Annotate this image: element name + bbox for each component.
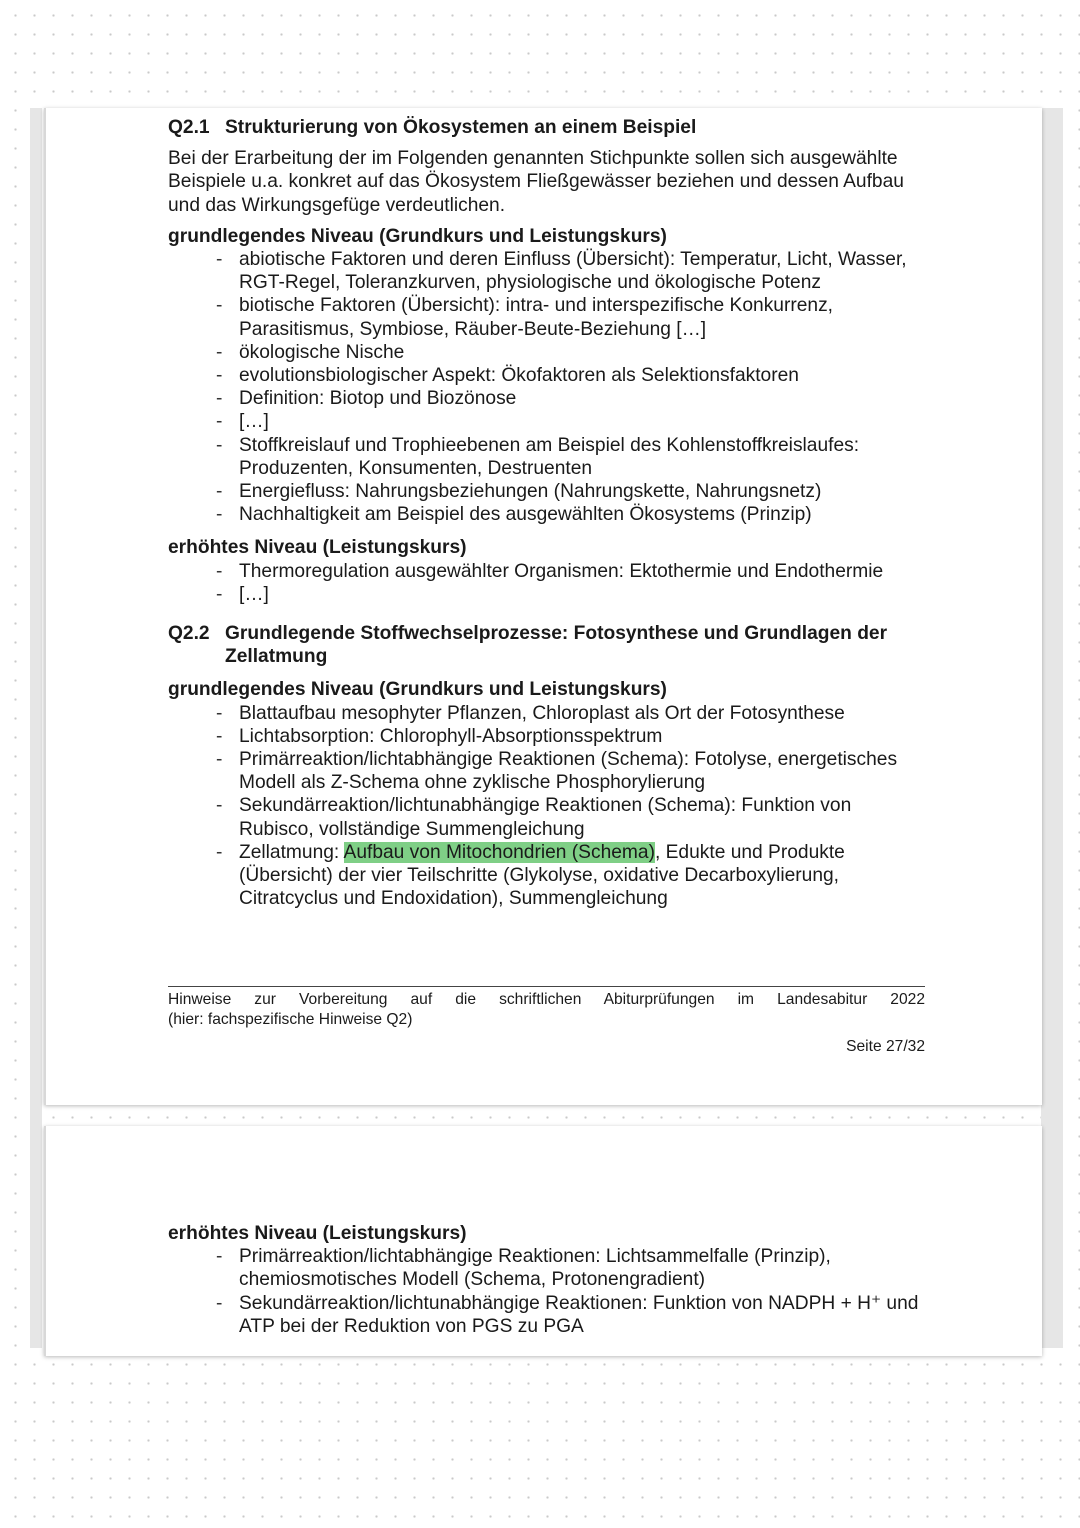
section-number: Q2.1 (168, 117, 210, 138)
list-item: - […] (216, 410, 928, 433)
page-footer (168, 986, 925, 1057)
list-item: - Blattaufbau mesophyter Pflanzen, Chloroplast als Ort der Fotosynthese (216, 702, 928, 725)
list-item: - Stoffkreislauf und Trophieebenen am Beispiel des Kohlenstoffkreislaufes: Produzenten, Konsumenten, Destruenten (216, 434, 928, 480)
list-item: - […] (216, 583, 928, 606)
highlighted-text: Aufbau von Mitochondrien (Schema) (343, 841, 655, 863)
list-item: - ökologische Nische (216, 341, 928, 364)
list-item-zellatmung (216, 841, 928, 911)
section-q21-heading (168, 116, 928, 139)
list-item: - Sekundärreaktion/lichtunabhängige Reaktionen: Funktion von NADPH + H⁺ und ATP bei der Reduktion von PGS zu PGA (216, 1292, 928, 1338)
list-item: - Primärreaktion/lichtabhängige Reaktionen (Schema): Fotolyse, energetisches Modell als Z-Schema ohne zyklische Phosphorylierung (216, 748, 928, 794)
basic-topic-list (168, 248, 928, 526)
list-item: - Sekundärreaktion/lichtunabhängige Reaktionen (Schema): Funktion von Rubisco, vollständige Summengleichung (216, 794, 928, 840)
list-item: - Lichtabsorption: Chlorophyll-Absorptionsspektrum (216, 725, 928, 748)
advanced-topic-list (168, 560, 928, 606)
section-q22-heading (168, 622, 928, 668)
list-item: - Definition: Biotop und Biozönose (216, 387, 928, 410)
advanced-level-heading: erhöhtes Niveau (Leistungskurs) (168, 1223, 467, 1244)
footer-subtitle: (hier: fachspezifische Hinweise Q2) (168, 1011, 413, 1028)
footer-title: Hinweise zur Vorbereitung auf die schriftlichen Abiturprüfungen im Landesabitur 2022 (168, 991, 925, 1008)
document-page-28 (44, 1126, 1042, 1356)
page-content (168, 116, 928, 911)
list-item: - abiotische Faktoren und deren Einfluss (Übersicht): Temperatur, Licht, Wasser, RGT-Regel, Toleranzkurven, physiologische und ökologische Potenz (216, 248, 928, 294)
basic-level-heading: grundlegendes Niveau (Grundkurs und Leistungskurs) (168, 225, 667, 247)
section-number: Q2.2 (168, 623, 210, 645)
section-intro: Bei der Erarbeitung der im Folgenden genannten Stichpunkte sollen sich ausgewählte Beispiele u.a. konkret auf das Ökosystem Fließgewässer beziehen und dessen Aufbau und das Wirkungsgefüge verdeutlichen. (168, 148, 904, 216)
page-edge-left (30, 108, 42, 1348)
zellatmung-rest: , Edukte und Produkte (Übersicht) der vier Teilschritte (Glykolyse, oxidative Decarboxylierung, Citratcyclus und Endoxidation), Summengleichung (239, 841, 845, 910)
list-item: - biotische Faktoren (Übersicht): intra- und interspezifische Konkurrenz, Parasitismus, Symbiose, Räuber-Beute-Beziehung […] (216, 294, 928, 340)
list-item: - Primärreaktion/lichtabhängige Reaktionen: Lichtsammelfalle (Prinzip), chemiosmotisches Modell (Schema, Protonengradient) (216, 1245, 928, 1291)
zellatmung-label: Zellatmung: (239, 841, 344, 863)
document-page-27 (44, 108, 1042, 1105)
page-content (168, 1222, 928, 1338)
basic-topic-list (168, 702, 928, 911)
advanced-topic-list (168, 1245, 928, 1338)
section-title: Grundlegende Stoffwechselprozesse: Fotosynthese und Grundlagen der Zellatmung (225, 623, 888, 668)
list-item: - evolutionsbiologischer Aspekt: Ökofaktoren als Selektionsfaktoren (216, 364, 928, 387)
page-number: Seite 27/32 (846, 1038, 925, 1055)
section-title: Strukturierung von Ökosystemen an einem Beispiel (225, 117, 697, 138)
basic-level-heading: grundlegendes Niveau (Grundkurs und Leistungskurs) (168, 679, 667, 701)
list-item: - Thermoregulation ausgewählter Organismen: Ektothermie und Endothermie (216, 560, 928, 583)
list-item: - Energiefluss: Nahrungsbeziehungen (Nahrungskette, Nahrungsnetz) (216, 480, 928, 503)
list-item: - Nachhaltigkeit am Beispiel des ausgewählten Ökosystems (Prinzip) (216, 503, 928, 526)
advanced-level-heading: erhöhtes Niveau (Leistungskurs) (168, 537, 467, 559)
page-edge-right (1041, 108, 1063, 1348)
